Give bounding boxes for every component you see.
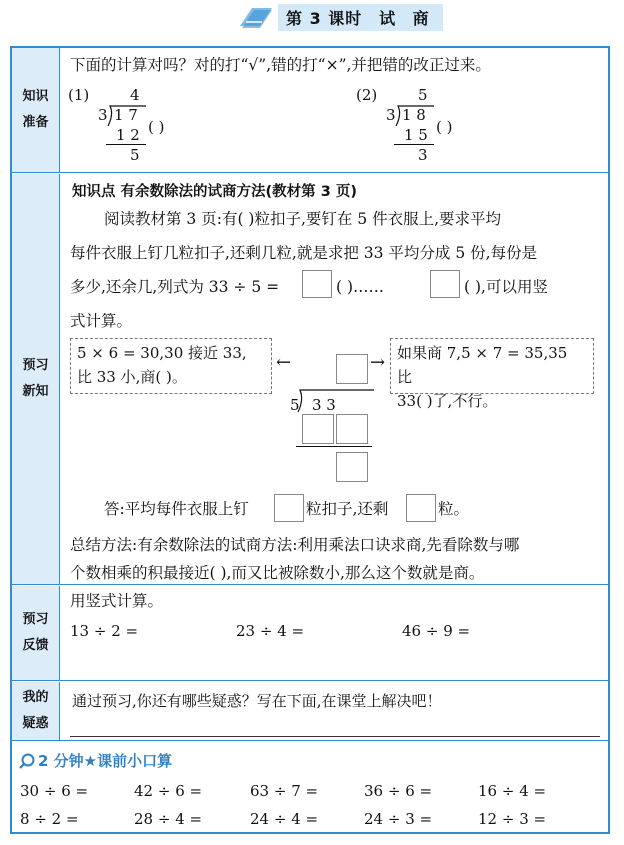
division-divisor: 5 [290,396,300,414]
oral-problem: 8 ÷ 2 = [20,810,79,828]
answer-box-buttons[interactable] [274,494,304,522]
knowledge-line-3b: ( )…… [336,278,385,296]
answer-text-a: 答:平均每件衣服上钉 [104,500,249,518]
remainder-box[interactable] [336,452,368,482]
oral-problem: 24 ÷ 3 = [364,810,433,828]
prep-item-2: (2) 5 3 1 8 ( ) 1 5 3 [356,86,453,164]
divider [10,680,610,681]
writing-line[interactable] [70,736,600,737]
answer-text-c: 粒。 [438,500,470,518]
book-icon [238,4,274,30]
lesson-title: 试 商 [379,8,435,28]
division-bracket [296,388,376,414]
prep-instruction: 下面的计算对吗？对的打“√”,错的打“×”,并把错的改正过来。 [70,56,491,74]
lesson-number: 第 3 课时 [286,8,363,28]
doubts-prompt: 通过预习,你还有哪些疑惑？写在下面,在课堂上解决吧！ [72,692,442,710]
oral-problem: 42 ÷ 6 = [134,782,203,800]
note-right: 如果商 7,5 × 7 = 35,35 比 33( )了,不行。 [390,338,594,394]
divider [10,172,610,173]
summary-line-2: 个数相乘的积最接近( ),而又比被除数小,那么这个数就是商。 [70,564,485,582]
knowledge-line-3c: ( ),可以用竖 [464,278,548,296]
magnifier-icon [18,752,36,770]
oral-problem: 24 ÷ 4 = [250,810,319,828]
knowledge-line-3a: 多少,还余几,列式为 33 ÷ 5 = [70,278,280,296]
note-left: 5 × 6 = 30,30 接近 33, 比 33 小,商( )。 [70,338,272,394]
feedback-problem: 23 ÷ 4 = [236,622,305,640]
feedback-problem: 46 ÷ 9 = [402,622,471,640]
feedback-instruction: 用竖式计算。 [70,592,164,610]
arrow-right-icon: → [370,352,386,373]
division-dividend: 3 3 [312,396,336,414]
knowledge-line-1: 阅读教材第 3 页:有( )粒扣子,要钉在 5 件衣服上,要求平均 [104,210,502,228]
section-label-doubts: 我的 疑惑 [12,682,60,740]
oral-problem: 28 ÷ 4 = [134,810,203,828]
arrow-left-icon: ← [276,352,292,373]
answer-box-quotient[interactable] [302,270,332,298]
quotient-box[interactable] [336,354,368,384]
section-label-feedback: 预习 反馈 [12,586,60,680]
lesson-header [238,2,443,32]
feedback-problem: 13 ÷ 2 = [70,622,139,640]
knowledge-line-2: 每件衣服上钉几粒扣子,还剩几粒,就是求把 33 平均分成 5 份,每份是 [70,244,538,262]
answer-box-remainder[interactable] [430,270,460,298]
product-ones-box[interactable] [336,414,368,444]
oral-calc-title: 2 分钟★课前小口算 [18,750,172,771]
product-tens-box[interactable] [302,414,334,444]
oral-problem: 16 ÷ 4 = [478,782,547,800]
prep-item-1: (1) 4 3 1 7 ( ) 1 2 5 [68,86,165,164]
summary-line-1: 总结方法:有余数除法的试商方法:利用乘法口诀求商,先看除数与哪 [70,536,520,554]
oral-problem: 30 ÷ 6 = [20,782,89,800]
knowledge-heading: 知识点 有余数除法的试商方法(教材第 3 页) [72,184,357,200]
oral-problem: 63 ÷ 7 = [250,782,319,800]
knowledge-line-4: 式计算。 [70,312,133,330]
oral-problem: 12 ÷ 3 = [478,810,547,828]
answer-box-left[interactable] [406,494,436,522]
section-label-new: 预习 新知 [12,174,60,584]
division-rule [296,446,372,447]
oral-problem: 36 ÷ 6 = [364,782,433,800]
answer-text-b: 粒扣子,还剩 [306,500,389,518]
section-label-prep: 知识 准备 [12,48,60,172]
